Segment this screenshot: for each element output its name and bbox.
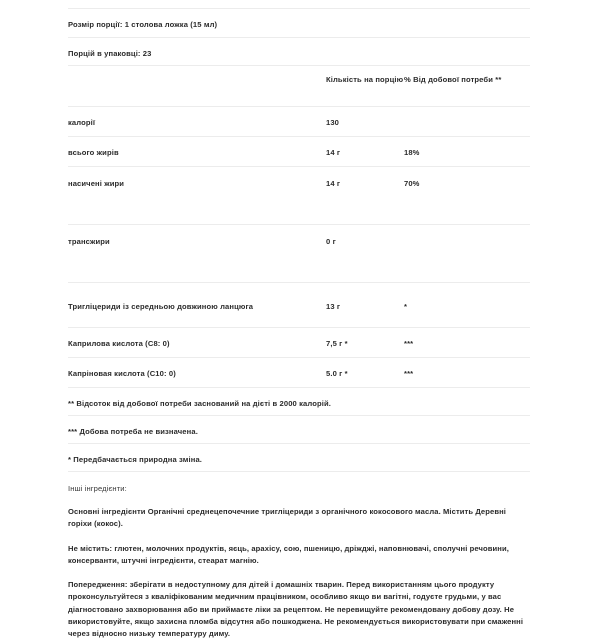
serving-size-row — [68, 9, 530, 37]
table-row — [68, 357, 530, 387]
table-row — [68, 282, 530, 327]
header-amount-per-serving: Кількість на порцію — [326, 75, 404, 84]
nutrient-name: Тригліцериди із середньою довжиною ланцюга — [68, 302, 254, 311]
nutrient-daily-value: *** — [404, 369, 414, 378]
ingredients-main-text: Основні інгредієнти Органічні среднецепочечние тригліцериди з органічного кокосового масла. Містить Деревні горіхи (кокос). — [68, 507, 506, 529]
header-daily-value: % Від добової потреби ** — [404, 75, 502, 84]
nutrient-daily-value: 18% — [404, 148, 420, 157]
table-row — [68, 224, 530, 282]
servings-per-container-row — [68, 37, 530, 65]
nutrient-daily-value: * — [404, 302, 408, 311]
ingredients-warning-text: Попередження: зберігати в недоступному для дітей і домашніх тварин. Перед використанням цього продукту проконсультуйтеся з кваліфікованим медичним працівником, особливо якщо ви вагітні, годуєте грудьми, у вас діагностовано захворювання або ви приймаєте ліки за рецептом. Не перевищуйте рекомендовану добову дозу. Не використовуйте, якщо захисна пломба відсутня або пошкоджена. Не рекомендується використовувати при смаженні через відносно низьку температуру диму. — [68, 580, 524, 639]
nutrient-name: Каприлова кислота (C8: 0) — [68, 339, 170, 348]
nutrient-name: насичені жири — [68, 179, 125, 188]
ingredients-free-from-text: Не містить: глютен, молочних продуктів, яєць, арахісу, сою, пшеницю, дріжджі, наповнювачі, сполучні речовини, консерванти, штучні інгредієнти, стеарат магнію. — [68, 543, 509, 565]
table-row — [68, 106, 530, 136]
nutrient-amount: 7,5 г * — [326, 339, 348, 348]
servings-per-container-text: Порцій в упаковці: 23 — [68, 49, 152, 58]
nutrient-amount: 13 г — [326, 302, 341, 311]
table-header-row — [68, 65, 530, 106]
nutrient-name: всього жирів — [68, 148, 119, 157]
other-ingredients-section — [68, 471, 530, 641]
footnote-natural-variation: * Передбачається природна зміна. — [68, 443, 530, 471]
nutrient-amount: 0 г — [326, 237, 336, 246]
nutrient-name: трансжири — [68, 237, 110, 246]
nutrient-amount: 14 г — [326, 148, 341, 157]
table-row — [68, 166, 530, 224]
table-row — [68, 327, 530, 357]
nutrient-name: Капріновая кислота (C10: 0) — [68, 369, 176, 378]
table-row — [68, 136, 530, 166]
other-ingredients-heading: Інші інгредієнти: — [68, 484, 127, 493]
footnote-daily-value-basis: ** Відсоток від добової потреби заснований на дієті в 2000 калорій. — [68, 387, 530, 415]
nutrient-amount: 5.0 г * — [326, 369, 348, 378]
nutrient-amount: 14 г — [326, 179, 341, 188]
nutrient-daily-value: *** — [404, 339, 414, 348]
nutrient-daily-value: 70% — [404, 179, 420, 188]
nutrition-facts-inner — [68, 8, 530, 641]
footnote-daily-value-not-established: *** Добова потреба не визначена. — [68, 415, 530, 443]
nutrient-name: калорії — [68, 118, 96, 127]
nutrition-facts-panel — [0, 8, 600, 641]
nutrient-amount: 130 — [326, 118, 340, 127]
serving-size-text: Розмір порції: 1 столова ложка (15 мл) — [68, 20, 218, 29]
